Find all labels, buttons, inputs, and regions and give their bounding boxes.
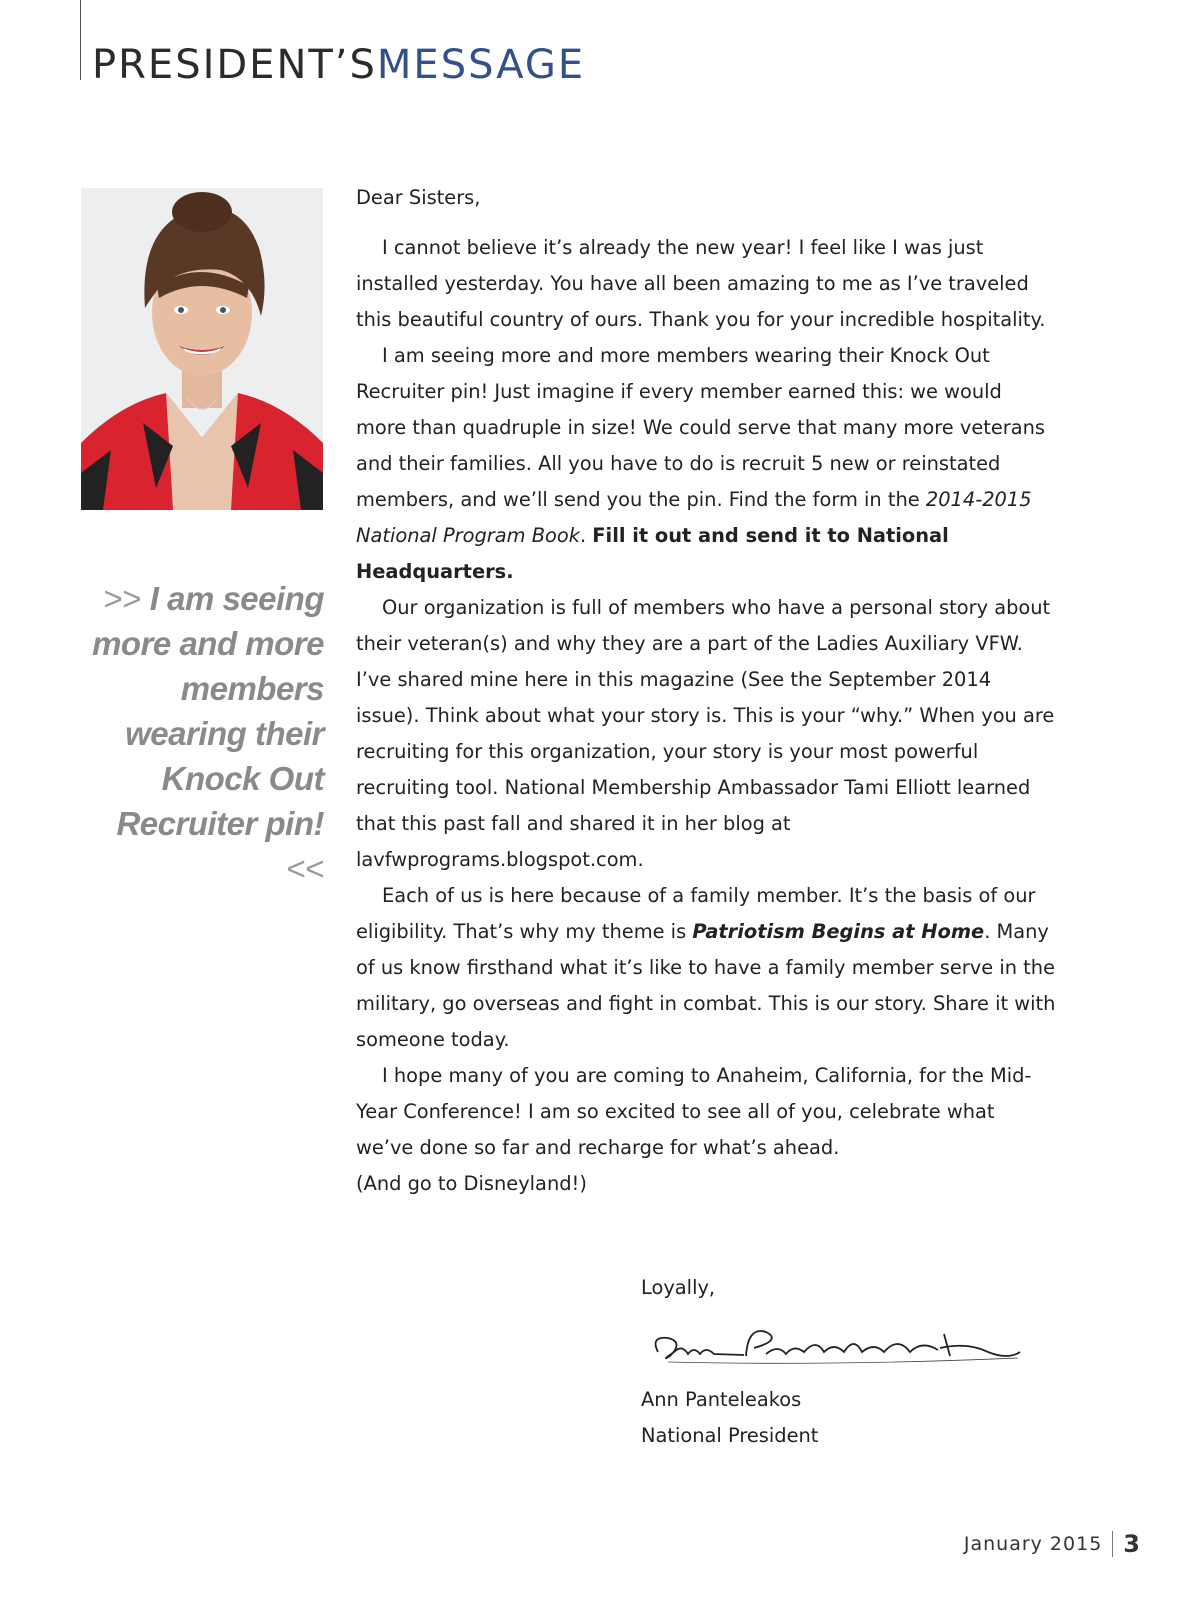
pull-quote-close-mark: << <box>286 850 324 887</box>
paragraph-2-text: I am seeing more and more members wearing their Knock Out Recruiter pin! Just imagine if every member earned this: we would more than quadruple in size! We could serve that many more veterans and their families. All you have to do is recruit 5 new or reinstated members, and we’ll send you the pin. Find the form in the <box>356 344 1046 511</box>
signer-block <box>641 1382 818 1454</box>
paragraph-5: I hope many of you are coming to Anaheim, California, for the Mid-Year Conference! I am so excited to see all of you, celebrate what we’ve done so far and recharge for what’s ahead. <box>356 1064 1032 1159</box>
title-president: PRESIDENT’S <box>92 42 377 88</box>
valediction: Loyally, <box>641 1276 716 1299</box>
issue-date: January 2015 <box>963 1533 1103 1555</box>
page-footer <box>964 1530 1140 1558</box>
theme-title: Patriotism Begins at Home <box>692 920 985 943</box>
page-title <box>92 40 585 90</box>
letter-body <box>356 180 1056 1202</box>
paragraph-2 <box>356 338 1056 590</box>
paragraph-1: I cannot believe it’s already the new year! I feel like I was just installed yesterday. You have all been amazing to me as I’ve traveled this beautiful country of ours. Thank you for your incredible hospitality. <box>356 236 1046 331</box>
paragraph-6: (And go to Disneyland!) <box>356 1172 587 1195</box>
signature <box>648 1322 1028 1372</box>
salutation: Dear Sisters, <box>356 186 481 209</box>
footer-divider <box>1112 1531 1113 1557</box>
signer-title: National President <box>641 1424 819 1447</box>
pull-quote-text: I am seeing more and more members wearing their Knock Out Recruiter pin! <box>92 580 324 842</box>
president-portrait <box>81 188 323 510</box>
paragraph-2-bold: Fill it out and send it to National Headquarters. <box>356 524 949 583</box>
paragraph-2-mid: . <box>579 524 593 547</box>
signer-name: Ann Panteleakos <box>641 1388 802 1411</box>
paragraph-4 <box>356 878 1056 1058</box>
paragraph-4-text-a: Each of us is here because of a family member. It’s the basis of our eligibility. That’s why my theme is <box>356 884 1036 943</box>
pull-quote <box>80 576 324 891</box>
page-number: 3 <box>1123 1530 1140 1558</box>
header-rule <box>80 0 81 80</box>
title-message: MESSAGE <box>376 42 586 88</box>
program-book-title: 2014-2015 National Program Book <box>356 488 1032 547</box>
paragraph-4-text-b: . Many of us know firsthand what it’s like to have a family member serve in the military, go overseas and fight in combat. This is our story. Share it with someone today. <box>356 920 1056 1051</box>
paragraph-3: Our organization is full of members who have a personal story about their veteran(s) and why they are a part of the Ladies Auxiliary VFW. I’ve shared mine here in this magazine (See the September 2014 issue). Think about what your story is. This is your “why.” When you are recruiting for this organization, your story is your most powerful recruiting tool. National Membership Ambassador Tami Elliott learned that this past fall and shared it in her blog at lavfwprograms.blogspot.com. <box>356 596 1055 871</box>
pull-quote-open-mark: >> <box>103 580 142 617</box>
